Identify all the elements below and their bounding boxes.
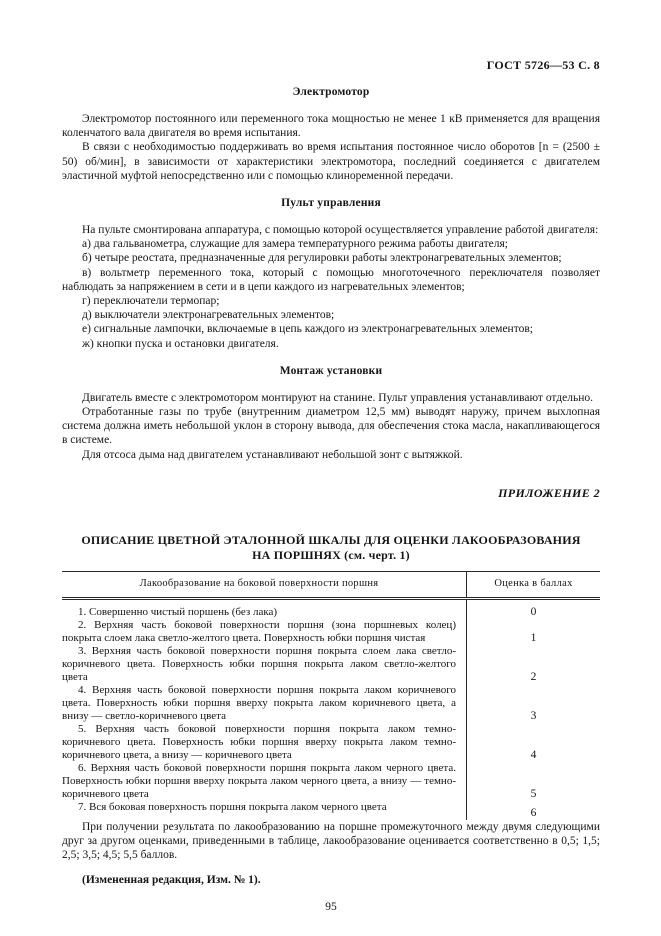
section-title: Электромотор bbox=[292, 86, 370, 98]
row-description: 4. Верхняя часть боковой поверхности поршня покрыта лаком коричневого цвета. Поверхность юбки поршня вверху покрыта лаком коричневого цвета, а внизу — светло-коричневого цвета bbox=[62, 683, 456, 722]
paragraph: На пульте смонтирована аппаратура, с помощью которой осуществляется управление работой двигателя: bbox=[82, 224, 599, 237]
closing-paragraph: При получении результата по лакообразованию на поршне промежуточного между двумя следующими друг за другом оценками, приведенными в таблице, лакообразование оценивается соответственно в 0,5; 1,5; 2,5; 3,5; 4,5; 5,5 баллов. bbox=[62, 820, 600, 862]
table-header-score: Оценка в баллах bbox=[494, 577, 573, 589]
row-score: 6 bbox=[530, 806, 537, 819]
paragraph: Электромотор постоянного или переменного тока мощностью не менее 1 кВ применяется для вращения коленчатого вала двигателя во время испытания. bbox=[62, 113, 600, 140]
row-description: 5. Верхняя часть боковой поверхности поршня покрыта лаком темно-коричневого цвета. Поверхность юбки поршня вверху покрыта лаком темно-коричневого цвета, а внизу — коричневого цвета bbox=[62, 722, 456, 761]
section-electromotor bbox=[62, 85, 600, 183]
paragraph: Двигатель вместе с электромотором монтируют на станине. Пульт управления устанавливают отдельно. bbox=[82, 391, 594, 404]
row-score: 1 bbox=[530, 631, 537, 644]
section-installation bbox=[62, 364, 600, 462]
row-score: 4 bbox=[530, 748, 537, 761]
lacquer-scale-table bbox=[62, 571, 600, 820]
annex-title bbox=[62, 533, 600, 563]
row-description: 1. Совершенно чистый поршень (без лака) bbox=[78, 605, 278, 618]
list-item: г) переключатели термопар; bbox=[82, 295, 220, 308]
row-score: 2 bbox=[530, 670, 537, 683]
paragraph: В связи с необходимостью поддерживать во время испытания постоянное число оборотов [n = (2500 ± 50) об/мин], в зависимости от характеристики электромотора, последний соединяется с двигателем эластичной муфтой непосредственно или с помощью клиноременной передачи. bbox=[62, 141, 600, 182]
annex-title-line2: НА ПОРШНЯХ (см. черт. 1) bbox=[252, 547, 410, 562]
table-header-row bbox=[62, 572, 600, 600]
list-item: в) вольтметр переменного тока, который с помощью многоточечного переключателя позволяет наблюдать за напряжением в сети и в цепи каждого из нагревательных элементов; bbox=[62, 266, 600, 293]
table-row bbox=[62, 600, 600, 619]
gost-header: ГОСТ 5726—53 С. 8 bbox=[486, 58, 600, 72]
annex-title-line1: ОПИСАНИЕ ЦВЕТНОЙ ЭТАЛОННОЙ ШКАЛЫ ДЛЯ ОЦЕНКИ ЛАКООБРАЗОВАНИЯ bbox=[81, 532, 581, 547]
page-number: 95 bbox=[325, 900, 337, 913]
row-description: 2. Верхняя часть боковой поверхности поршня (зона поршневых колец) покрыта слоем лака светло-желтого цвета. Поверхность юбки поршня чистая bbox=[62, 618, 456, 644]
row-description: 6. Верхняя часть боковой поверхности поршня покрыта лаком черного цвета. Поверхность юбки поршня вверху покрыта лаком черного цвета, а внизу — темно-коричневого цвета bbox=[62, 761, 456, 800]
row-description: 3. Верхняя часть боковой поверхности поршня покрыта слоем лака светло-коричневого цвета. Поверхность юбки поршня покрыта лаком светло-желтого цвета bbox=[62, 644, 456, 683]
row-score: 5 bbox=[530, 787, 537, 800]
list-item: д) выключатели электронагревательных элементов; bbox=[82, 309, 335, 322]
list-item: б) четыре реостата, предназначенные для регулировки работы электронагревательных элементов; bbox=[82, 252, 562, 265]
list-item: е) сигнальные лампочки, включаемые в цепь каждого из электронагревательных элементов; bbox=[82, 323, 533, 336]
list-item: ж) кнопки пуска и остановки двигателя. bbox=[82, 337, 279, 350]
table-row bbox=[62, 645, 600, 684]
table-row bbox=[62, 723, 600, 762]
paragraph: Для отсоса дыма над двигателем устанавливают небольшой зонт с вытяжкой. bbox=[82, 448, 463, 461]
list-item: а) два гальванометра, служащие для замера температурного режима работы двигателя; bbox=[82, 238, 508, 251]
table-header-description: Лакообразование на боковой поверхности поршня bbox=[62, 572, 467, 597]
table-row bbox=[62, 684, 600, 723]
row-score: 3 bbox=[530, 709, 537, 722]
row-description: 7. Вся боковая поверхность поршня покрыта лаком черного цвета bbox=[78, 800, 387, 813]
table-row bbox=[62, 801, 600, 820]
amendment-note: (Измененная редакция, Изм. № 1). bbox=[82, 874, 261, 887]
section-control-panel bbox=[62, 196, 600, 351]
section-title: Монтаж установки bbox=[279, 364, 383, 377]
row-score: 0 bbox=[530, 605, 537, 618]
section-title: Пульт управления bbox=[281, 197, 381, 210]
annex-label: ПРИЛОЖЕНИЕ 2 bbox=[498, 485, 600, 500]
table-row bbox=[62, 762, 600, 801]
paragraph: Отработанные газы по трубе (внутренним диаметром 12,5 мм) выводят наружу, причем выхлопная система должна иметь небольшой уклон в сторону вывода, для обеспечения стока масла, накапливающегося в системе. bbox=[62, 406, 600, 447]
table-row bbox=[62, 619, 600, 645]
